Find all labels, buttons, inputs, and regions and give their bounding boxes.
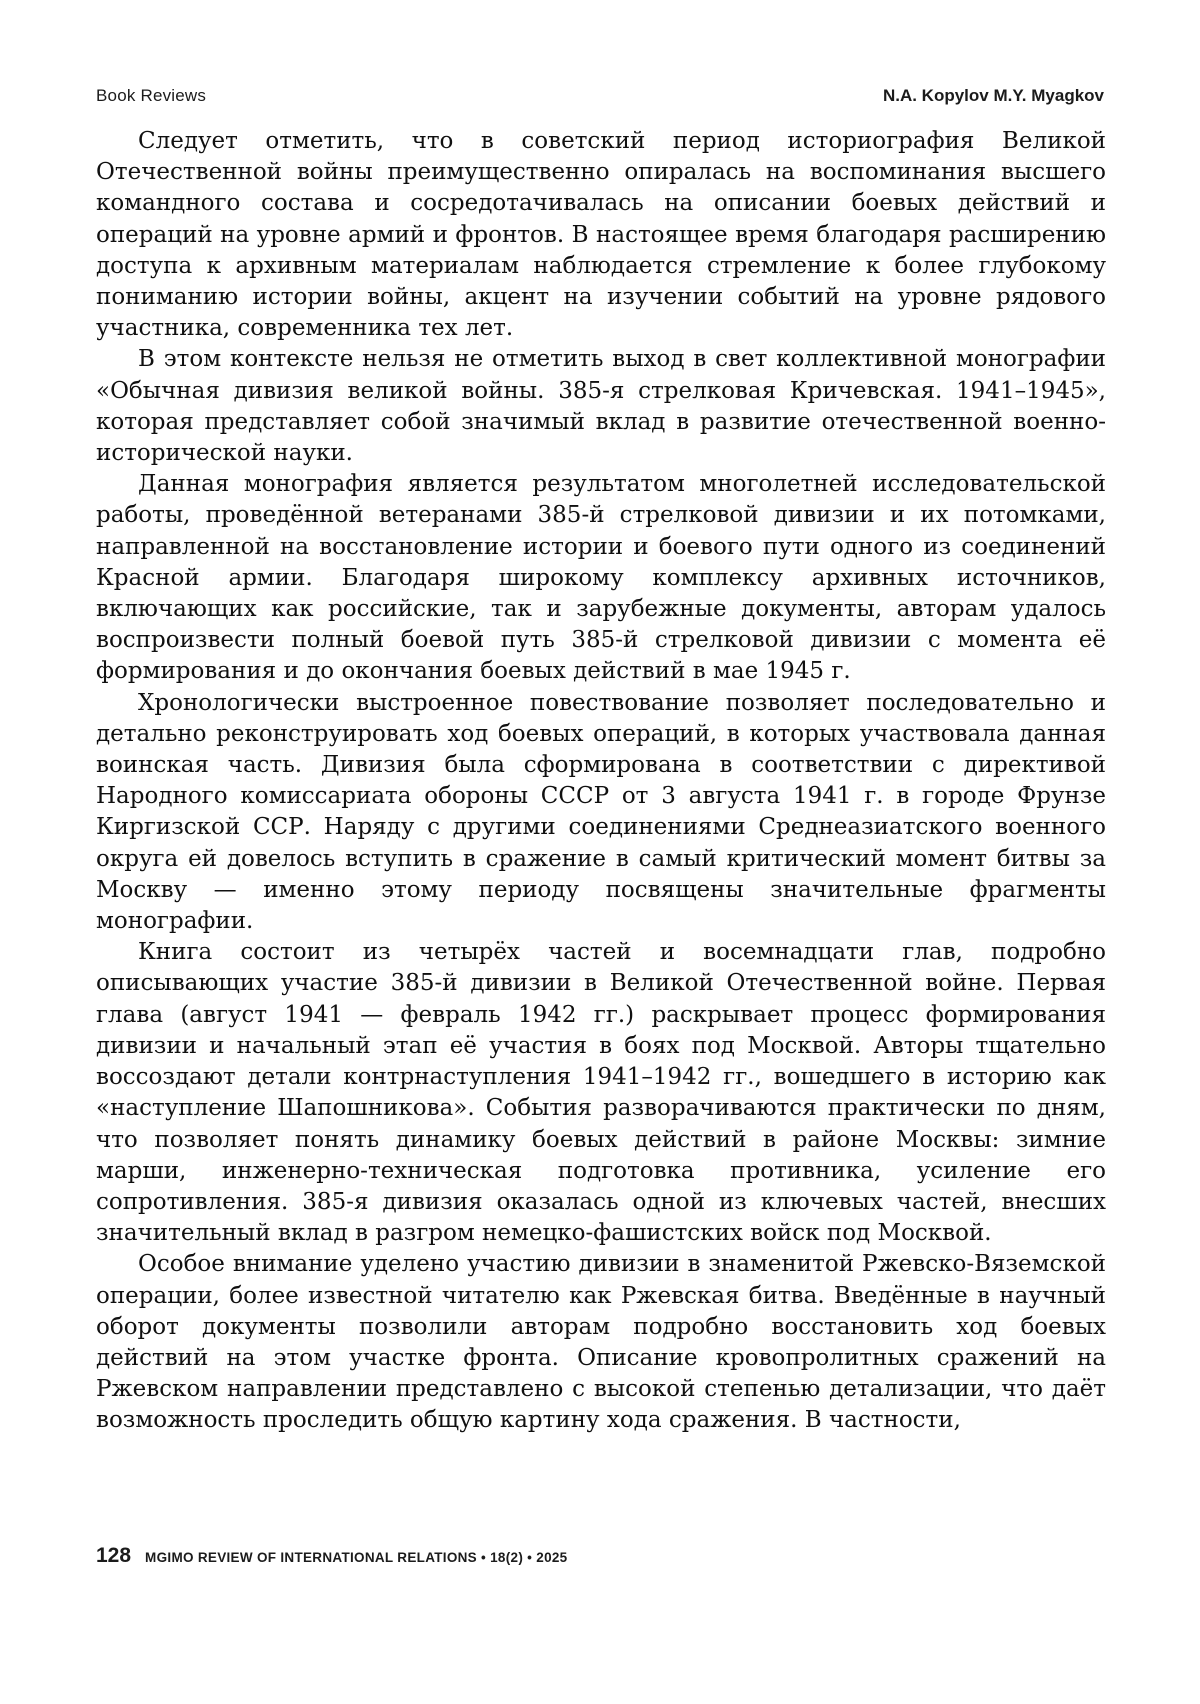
page-footer: [96, 1544, 1104, 1568]
journal-title: MGIMO REVIEW OF INTERNATIONAL RELATIONS • 18(2) • 2025: [145, 1550, 568, 1565]
page-header: [96, 86, 1104, 106]
paragraph: Особое внимание уделено участию дивизии в знаменитой Ржевско-Вяземской операции, более известной читателю как Ржевская битва. Введённые в научный оборот документы позволили авторам подробно восстановить ход боевых действий на этом участке фронта. Описание кровопролитных сражений на Ржевском направлении представлено с высокой степенью детализации, что даёт возможность проследить общую картину хода сражения. В частности,: [96, 1251, 1106, 1434]
paragraph: Хронологически выстроенное повествование позволяет последовательно и детально реконструировать ход боевых операций, в которых участвовала данная воинская часть. Дивизия была сформирована в соответствии с директивой Народного комиссариата обороны СССР от 3 августа 1941 г. в городе Фрунзе Киргизской ССР. Наряду с другими соединениями Среднеазиатского военного округа ей довелось вступить в сражение в самый критический момент битвы за Москву — именно этому периоду посвящены значительные фрагменты монографии.: [96, 689, 1106, 935]
paragraph: Книга состоит из четырёх частей и восемнадцати глав, подробно описывающих участие 385-й дивизии в Великой Отечественной войне. Первая глава (август 1941 — февраль 1942 гг.) раскрывает процесс формирования дивизии и начальный этап её участия в боях под Москвой. Авторы тщательно воссоздают детали контрнаступления 1941–1942 гг., вошедшего в историю как «наступление Шапошникова». События разворачиваются практически по дням, что позволяет понять динамику боевых действий в районе Москвы: зимние марши, инженерно-техническая подготовка противника, усиление его сопротивления. 385-я дивизия оказалась одной из ключевых частей, внесших значительный вклад в разгром немецко-фашистских войск под Москвой.: [96, 939, 1106, 1247]
article-body: [96, 126, 1106, 1437]
header-authors: N.A. Kopylov M.Y. Myagkov: [882, 86, 1104, 105]
paragraph: В этом контексте нельзя не отметить выход в свет коллективной монографии «Обычная дивизия великой войны. 385-я стрелковая Кричевская. 1941–1945», которая представляет собой значимый вклад в развитие отечественной военно-исторической науки.: [96, 346, 1106, 467]
page-number: 128: [96, 1544, 132, 1567]
paragraph: Следует отметить, что в советский период историография Великой Отечественной войны преимущественно опиралась на воспоминания высшего командного состава и сосредотачивалась на описании боевых действий и операций на уровне армий и фронтов. В настоящее время благодаря расширению доступа к архивным материалам наблюдается стремление к более глубокому пониманию истории войны, акцент на изучении событий на уровне рядового участника, современника тех лет.: [96, 128, 1106, 342]
paragraph: Данная монография является результатом многолетней исследовательской работы, проведённой ветеранами 385-й стрелковой дивизии и их потомками, направленной на восстановление истории и боевого пути одного из соединений Красной армии. Благодаря широкому комплексу архивных источников, включающих как российские, так и зарубежные документы, авторам удалось воспроизвести полный боевой путь 385-й стрелковой дивизии с момента её формирования и до окончания боевых действий в мае 1945 г.: [96, 471, 1106, 685]
header-section-label: Book Reviews: [96, 86, 207, 105]
